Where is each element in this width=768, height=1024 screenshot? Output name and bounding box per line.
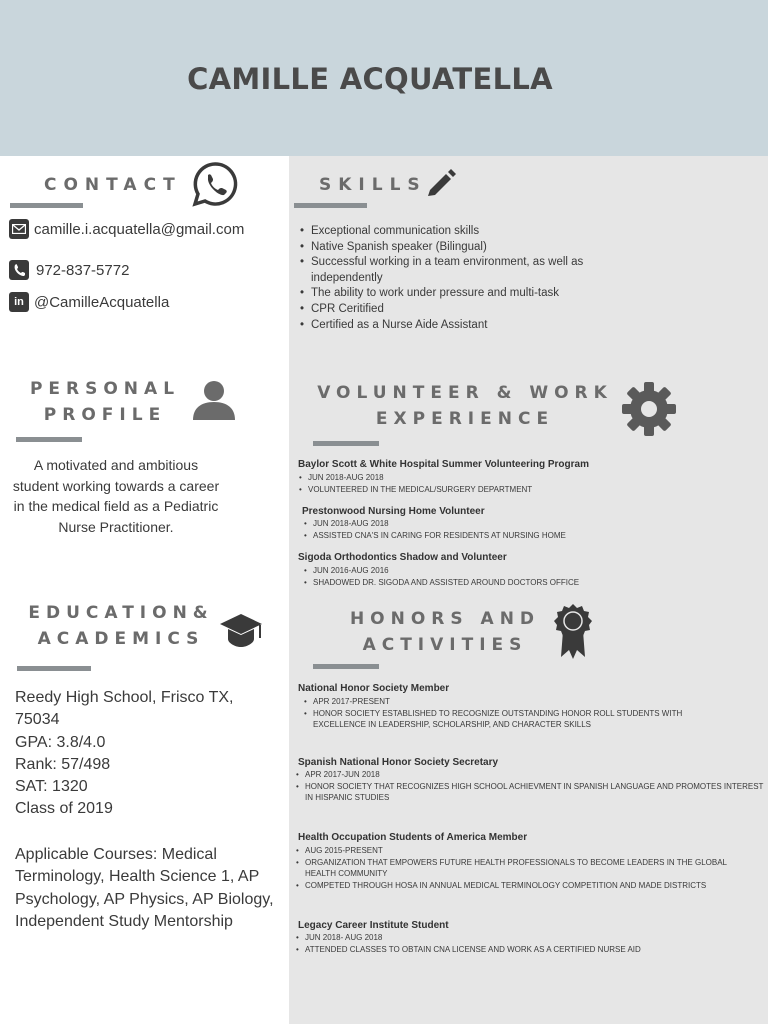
list-item: • APR 2017-JUN 2018 [295,769,767,781]
school-line1: Reedy High School, Frisco TX, [15,689,234,706]
whatsapp-phone-icon [192,161,238,207]
skills-heading: SKILLS [319,175,427,195]
list-item: • JUN 2018-AUG 2018 [303,518,623,530]
linkedin-icon: in [9,292,29,312]
list-item: • HONOR SOCIETY THAT RECOGNIZES HIGH SCHOOL ACHIEVMENT IN SPANISH LANGUAGE AND PROMOTES INTEREST IN HISPANIC STUDIES [295,781,767,804]
experience-title-1: Baylor Scott & White Hospital Summer Volunteering Program [298,459,589,470]
profile-heading-line1: PERSONAL [29,379,181,399]
experience-details-2 [303,518,623,541]
list-item: • ASSISTED CNA'S IN CARING FOR RESIDENTS AT NURSING HOME [303,530,623,542]
gpa: GPA: 3.8/4.0 [15,733,106,751]
education-heading [24,600,218,652]
education-heading-line1: EDUCATION& [28,603,214,623]
honors-heading-line1: HONORS AND [349,609,541,629]
phone-row [9,260,129,280]
gear-icon [621,381,677,437]
education-heading-line2: ACADEMICS [37,629,205,649]
experience-rule [313,441,379,446]
envelope-icon [9,219,29,239]
experience-details-1 [298,472,618,495]
list-item: • ORGANIZATION THAT EMPOWERS FUTURE HEALTH PROFESSIONALS TO BECOME LEADERS IN THE GLOBAL HEALTH COMMUNITY [295,857,755,880]
honor-title-4: Legacy Career Institute Student [298,920,449,931]
sat-score: SAT: 1320 [15,778,88,796]
honors-heading-line2: ACTIVITIES [362,635,528,655]
candidate-name: CAMILLE ACQUATELLA [187,62,553,96]
email-row [9,219,244,239]
honor-title-2: Spanish National Honor Society Secretary [298,757,499,768]
linkedin-row [9,292,169,312]
experience-details-3 [303,565,593,588]
list-item: • Exceptional communication skills [298,224,628,240]
list-item: • COMPETED THROUGH HOSA IN ANNUAL MEDICAL TERMINOLOGY COMPETITION AND MADE DISTRICTS [295,880,755,892]
honor-title-1: National Honor Society Member [298,683,450,694]
profile-heading [20,376,190,428]
contact-rule [10,203,83,208]
list-item: • SHADOWED DR. SIGODA AND ASSISTED AROUND DOCTORS OFFICE [303,577,593,589]
honors-rule [313,664,379,669]
list-item: • The ability to work under pressure and multi-task [298,286,628,302]
pencil-icon [424,166,458,200]
honors-heading [340,606,550,658]
skills-rule [294,203,367,208]
contact-heading: CONTACT [44,175,182,195]
list-item: • Certified as a Nurse Aide Assistant [298,318,628,334]
award-ribbon-icon [554,603,592,659]
person-icon [190,378,238,422]
honor-details-3 [295,845,755,891]
profile-summary: A motivated and ambitious student working towards a career in the medical field as a Pediatric Nurse Practitioner. [12,457,220,535]
experience-title-3: Sigoda Orthodontics Shadow and Volunteer [298,552,507,563]
linkedin-handle[interactable]: @CamilleAcquatella [34,293,170,311]
experience-heading [310,380,620,432]
list-item: • ATTENDED CLASSES TO OBTAIN CNA LICENSE AND WORK AS A CERTIFIED NURSE AID [295,944,755,956]
education-rule [17,666,91,671]
list-item: • AUG 2015-PRESENT [295,845,755,857]
experience-heading-line1: VOLUNTEER & WORK [317,383,613,403]
list-item: • Successful working in a team environment, as well as independently [298,255,628,286]
experience-heading-line2: EXPERIENCE [375,409,555,429]
rank: Rank: 57/498 [15,755,111,773]
list-item: • APR 2017-PRESENT [303,696,733,708]
list-item: • CPR Ceritified [298,302,628,318]
list-item: • JUN 2016-AUG 2016 [303,565,593,577]
profile-rule [16,437,82,442]
honor-details-1 [303,696,733,731]
profile-heading-line2: PROFILE [43,405,167,425]
honor-details-2 [295,769,767,804]
skills-list [298,224,628,333]
list-item: • VOLUNTEERED IN THE MEDICAL/SURGERY DEPARTMENT [298,484,618,496]
list-item: • JUN 2018-AUG 2018 [298,472,618,484]
list-item: • Native Spanish speaker (Bilingual) [298,240,628,256]
experience-title-2: Prestonwood Nursing Home Volunteer [302,506,485,517]
header-banner [0,0,768,156]
list-item: • JUN 2018- AUG 2018 [295,932,755,944]
honor-details-4 [295,932,755,955]
graduation-cap-icon [218,612,264,650]
school-line2: 75034 [15,711,60,729]
phone-icon [9,260,29,280]
list-item: • HONOR SOCIETY ESTABLISHED TO RECOGNIZE OUTSTANDING HONOR ROLL STUDENTS WITH EXCELLENCE IN LEADERSHIP, SCHOLARSHIP, AND CHARACTER SKILLS [303,708,733,731]
email-link[interactable]: camille.i.acquatella@gmail.com [34,220,245,238]
phone-number[interactable]: 972-837-5772 [36,261,130,279]
class-year: Class of 2019 [15,800,113,818]
applicable-courses: Applicable Courses: Medical Terminology, Health Science 1, AP Psychology, AP Physics, AP Biology, Independent Study Mentorship [15,846,274,930]
education-details [15,687,275,821]
honor-title-3: Health Occupation Students of America Member [298,832,528,843]
